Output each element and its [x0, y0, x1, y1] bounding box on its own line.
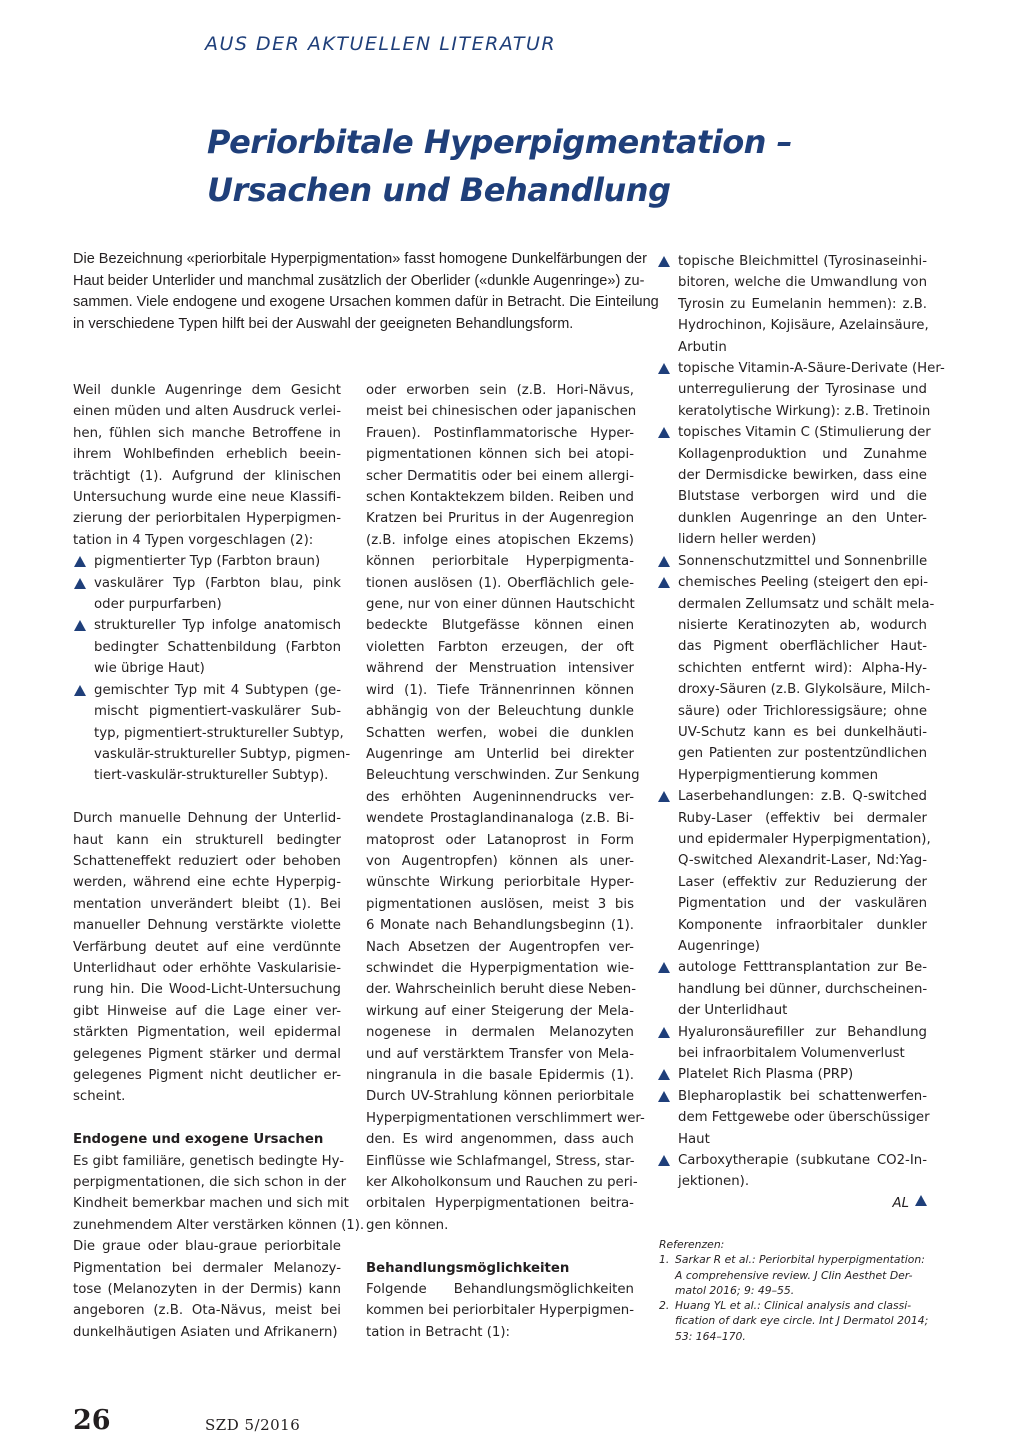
- treatment-list-item-text: Hydrochinon, Kojisäure, Azelainsäure,: [678, 318, 929, 334]
- treatment-list-item: [657, 957, 927, 978]
- type-list-item-text: oder purpurfarben): [94, 597, 222, 613]
- body-line: haut kann ein strukturell bedingter: [73, 832, 341, 848]
- type-list-item: [73, 680, 341, 701]
- body-line: perpigmentationen, die sich schon in der: [73, 1175, 347, 1190]
- paragraph-gap: [366, 1236, 634, 1257]
- type-list-item-text: vaskulärer Typ (Farbton blau, pink: [94, 575, 341, 591]
- body-line: pigmentationen können sich bei atopi-: [366, 447, 634, 463]
- body-line: gibt Hinweise auf die Lage einer ver-: [73, 1003, 341, 1019]
- treatment-list-item-text: dunklen Augenringe an den Unter-: [678, 510, 927, 526]
- type-list-item-text: wie übrige Haut): [94, 661, 205, 677]
- treatment-list-item-text: Q-switched Alexandrit-Laser, Nd:Yag-: [678, 853, 927, 869]
- body-line: wird (1). Tiefe Trännenrinnen können: [366, 682, 634, 698]
- body-line: matoprost oder Latanoprost in Form: [366, 832, 634, 848]
- type-list-item: [73, 551, 341, 572]
- body-line: während der Menstruation intensiver: [366, 661, 634, 677]
- treatment-list-item-text: gen Patienten zur postentzündlichen: [678, 746, 927, 762]
- body-line: den. Es wird angenommen, dass auch: [366, 1132, 634, 1148]
- treatment-list-item-text: keratolytische Wirkung): z.B. Tretinoin: [678, 403, 931, 419]
- body-line: rung hin. Die Wood-Licht-Untersuchung: [73, 982, 341, 998]
- body-line: zunehmendem Alter verstärken können (1).: [73, 1217, 365, 1233]
- type-list-item-text: bedingter Schattenbildung (Farbton: [94, 639, 341, 655]
- triangle-bullet-icon: [74, 685, 86, 696]
- body-line: hen, fühlen sich manche Betroffene in: [73, 425, 341, 441]
- body-line: nogenese in dermalen Melanozyten: [366, 1025, 634, 1041]
- triangle-bullet-icon: [658, 256, 670, 267]
- title-line-1: Periorbitale Hyperpigmentation –: [207, 123, 793, 161]
- triangle-bullet-icon: [658, 962, 670, 973]
- triangle-bullet-icon: [74, 578, 86, 589]
- body-line: Folgende Behandlungsmöglichkeiten: [366, 1282, 634, 1298]
- body-line: kommen bei periorbitaler Hyperpigmen-: [366, 1303, 634, 1319]
- treatment-list-item-text: Ruby-Laser (effektiv bei dermaler: [678, 810, 927, 826]
- treatment-list-item: [657, 786, 927, 807]
- triangle-bullet-icon: [658, 1027, 670, 1038]
- body-line: ihrem Wohlbefinden erheblich beein-: [73, 447, 341, 463]
- body-line: tation in 4 Typen vorgeschlagen (2):: [73, 532, 314, 548]
- type-list-item-text: tiert-vaskulär-struktureller Subtyp).: [94, 768, 329, 784]
- treatment-list-item-text: Arbutin: [678, 339, 727, 355]
- body-line: 6 Monate nach Behandlungsbeginn (1).: [366, 918, 634, 934]
- body-line: Frauen). Postinflammatorische Hyper-: [366, 425, 634, 441]
- body-line: scher Dermatitis oder bei einem allergi-: [366, 468, 634, 484]
- type-list-item-text: typ, pigmentiert-struktureller Subtyp,: [94, 725, 344, 741]
- treatment-list-item-text: nisierte Keratinozyten ab, wodurch: [678, 617, 927, 633]
- body-line: werden, während eine echte Hyperpig-: [73, 875, 341, 891]
- body-line: oder erworben sein (z.B. Hori-Nävus,: [366, 383, 634, 398]
- treatment-list-item-text: Sonnenschutzmittel und Sonnenbrille: [678, 553, 928, 569]
- treatment-list-item-text: handlung bei dünner, durchscheinen-: [678, 981, 928, 997]
- treatment-list-item-text: topisches Vitamin C (Stimulierung der: [678, 425, 931, 441]
- body-line: angeboren (z.B. Ota-Nävus, meist bei: [73, 1303, 341, 1319]
- section-heading: Behandlungsmöglichkeiten: [366, 1260, 570, 1276]
- treatment-list-item-text: Platelet Rich Plasma (PRP): [678, 1067, 854, 1083]
- treatment-list-item: [657, 1150, 927, 1171]
- body-line: Es gibt familiäre, genetisch bedingte Hy-: [73, 1153, 345, 1169]
- treatment-list-item-text: autologe Fetttransplantation zur Be-: [678, 960, 927, 976]
- page-number: 26: [73, 1405, 111, 1436]
- body-line: Einflüsse wie Schlafmangel, Stress, star-: [366, 1153, 635, 1169]
- treatment-list-item: [657, 551, 927, 572]
- column-3: [657, 251, 945, 1214]
- body-line: einen müden und alten Ausdruck verlei-: [73, 404, 341, 420]
- section-label: AUS DER AKTUELLEN LITERATUR: [205, 33, 557, 55]
- journal-issue: SZD 5/2016: [205, 1416, 301, 1434]
- treatment-list-item-text: droxy-Säuren (z.B. Glykolsäure, Milch-: [678, 682, 931, 698]
- body-line: und auf verstärktem Transfer von Mela-: [366, 1046, 634, 1062]
- body-line: Untersuchung wurde eine neue Klassifi-: [73, 490, 341, 506]
- treatment-list-item-text: jektionen).: [678, 1174, 750, 1190]
- column-2: [366, 380, 645, 1343]
- body-line: orbitalen Hyperpigmentationen beitra-: [366, 1196, 634, 1212]
- body-line: Kindheit bemerkbar machen und sich mit: [73, 1196, 349, 1212]
- body-line: meist bei chinesischen oder japanischen: [366, 404, 637, 420]
- treatment-list-item: [657, 422, 931, 443]
- body-line: Unterlidhaut oder erhöhte Vaskularisie-: [73, 960, 341, 976]
- treatment-list-item-text: chemisches Peeling (steigert den epi-: [678, 575, 929, 591]
- author-initials: AL: [892, 1195, 909, 1211]
- triangle-bullet-icon: [658, 1155, 670, 1166]
- body-line: Durch UV-Strahlung können periorbitale: [366, 1089, 634, 1105]
- treatment-list-item-text: das Pigment oberflächlicher Haut-: [678, 639, 927, 655]
- reference-line: Huang YL et al.: Clinical analysis and classi-: [675, 1299, 912, 1313]
- treatment-list-item-text: Hyaluronsäurefiller zur Behandlung: [678, 1024, 927, 1040]
- treatment-list-item-text: der Dermisdicke bewirken, dass eine: [678, 468, 927, 484]
- body-line: wirkung auf einer Steigerung der Mela-: [366, 1003, 634, 1019]
- treatment-list-item-text: Laser (effektiv zur Reduzierung der: [678, 874, 927, 890]
- lead-paragraph: [73, 249, 659, 335]
- lead-line: sammen. Viele endogene und exogene Ursachen kommen dafür in Betracht. Die Einteilung: [73, 294, 659, 310]
- body-line: Kratzen bei Pruritus in der Augenregion: [366, 511, 634, 527]
- triangle-bullet-icon: [74, 556, 86, 567]
- treatment-list-item-text: topische Bleichmittel (Tyrosinaseinhi-: [678, 254, 927, 269]
- body-line: dunkelhäutigen Asiaten und Afrikanern): [73, 1324, 338, 1340]
- type-list-item-text: gemischter Typ mit 4 Subtypen (ge-: [94, 682, 341, 698]
- treatment-list-item: [657, 358, 945, 379]
- triangle-bullet-icon: [658, 427, 670, 438]
- body-line: wünschte Wirkung periorbitale Hyper-: [366, 875, 634, 891]
- body-line: gelegenes Pigment stärker und dermal: [73, 1046, 341, 1062]
- lead-line: Haut beider Unterlider und manchmal zusätzlich der Oberlider («dunkle Augenringe») zu-: [73, 272, 645, 289]
- body-line: pigmentationen auslösen, meist 3 bis: [366, 896, 634, 912]
- reference-line: matol 2016; 9: 49–55.: [675, 1283, 795, 1297]
- section-heading: Endogene und exogene Ursachen: [73, 1132, 324, 1148]
- body-line: tionen auslösen (1). Oberflächlich gele-: [366, 575, 634, 591]
- body-line: zierung der periorbitalen Hyperpigmen-: [73, 511, 341, 527]
- reference-line: fication of dark eye circle. Int J Dermatol 2014;: [675, 1314, 929, 1328]
- reference-line: Sarkar R et al.: Periorbital hyperpigmentation:: [675, 1253, 925, 1267]
- treatment-list-item-text: Hyperpigmentierung kommen: [678, 767, 879, 783]
- triangle-bullet-icon: [658, 1069, 670, 1080]
- body-line: (z.B. infolge eines atopischen Ekzems): [366, 532, 634, 548]
- body-line: Pigmentation bei dermaler Melanozy-: [73, 1260, 341, 1276]
- treatment-list-item: [657, 1086, 927, 1107]
- body-line: Verfärbung deutet auf eine verdünnte: [73, 939, 341, 955]
- triangle-bullet-icon: [658, 363, 670, 374]
- type-list-item-text: struktureller Typ infolge anatomisch: [94, 618, 341, 634]
- treatment-list-item: [657, 251, 927, 272]
- body-line: bedeckte Blutgefässe können einen: [366, 618, 634, 634]
- body-line: stärkten Pigmentation, weil epidermal: [73, 1025, 341, 1041]
- body-line: wendete Prostaglandinanaloga (z.B. Bi-: [366, 811, 634, 827]
- reference-number: 1.: [659, 1253, 670, 1267]
- body-line: tation in Betracht (1):: [366, 1324, 511, 1340]
- treatment-list-item: [657, 572, 927, 593]
- triangle-bullet-icon: [74, 620, 86, 631]
- body-line: manueller Dehnung verstärkte violette: [73, 918, 341, 934]
- lead-line: Die Bezeichnung «periorbitale Hyperpigmentation» fasst homogene Dunkelfärbungen der: [73, 251, 647, 267]
- treatment-list-item-text: dermalen Zellumsatz und schält mela-: [678, 596, 935, 612]
- body-line: der. Wahrscheinlich beruht diese Neben-: [366, 982, 636, 998]
- body-line: Die graue oder blau-graue periorbitale: [73, 1239, 341, 1255]
- reference-line: 53: 164–170.: [675, 1329, 746, 1343]
- treatment-list-item-text: Laserbehandlungen: z.B. Q-switched: [678, 789, 927, 805]
- treatment-list-item-text: Pigmentation und der vaskulären: [678, 896, 927, 912]
- treatment-list-item-text: schichten entfernt wird): Alpha-Hy-: [678, 660, 927, 676]
- body-line: trächtigt (1). Aufgrund der klinischen: [73, 468, 341, 484]
- author-signature: [657, 1193, 927, 1214]
- column-1: [73, 380, 365, 1343]
- references-label: Referenzen:: [659, 1238, 725, 1251]
- body-line: Schatteneffekt reduziert oder behoben: [73, 853, 341, 869]
- treatment-list-item-text: Blepharoplastik bei schattenwerfen-: [678, 1088, 927, 1104]
- type-list-item-text: pigmentierter Typ (Farbton braun): [94, 554, 321, 570]
- body-line: mentation unverändert bleibt (1). Bei: [73, 896, 341, 912]
- paragraph-gap: [73, 787, 341, 808]
- body-line: violetten Farbton erzeugen, der oft: [366, 639, 634, 655]
- body-line: gelegenes Pigment nicht deutlicher er-: [73, 1067, 341, 1083]
- triangle-bullet-icon: [658, 1091, 670, 1102]
- body-line: Schatten werfen, wobei die dunklen: [366, 725, 634, 741]
- treatment-list-item-text: Haut: [678, 1131, 710, 1147]
- body-line: Hyperpigmentationen verschlimmert wer-: [366, 1110, 645, 1126]
- treatment-list-item-text: unterregulierung der Tyrosinase und: [678, 382, 927, 398]
- treatment-list-item-text: Komponente infraorbitaler dunkler: [678, 917, 927, 933]
- reference-item: [659, 1252, 927, 1298]
- treatment-list-item-text: Tyrosin zu Eumelanin hemmen): z.B.: [678, 296, 927, 312]
- treatment-list-item-text: säure) oder Trichloressigsäure; ohne: [678, 703, 927, 719]
- body-line: ker Alkoholkonsum und Rauchen zu peri-: [366, 1175, 638, 1191]
- treatment-list-item-text: bitoren, welche die Umwandlung von: [678, 275, 927, 291]
- treatment-list-item: [657, 1064, 927, 1085]
- treatment-list-item-text: bei infraorbitalem Volumenverlust: [678, 1046, 905, 1062]
- reference-line: A comprehensive review. J Clin Aesthet Der-: [675, 1268, 913, 1282]
- article-title: [207, 118, 967, 214]
- body-line: schen Kontaktekzem bilden. Reiben und: [366, 490, 634, 506]
- treatment-list-item-text: UV-Schutz kann es bei dunkelhäuti-: [678, 724, 927, 740]
- triangle-bullet-icon: [658, 577, 670, 588]
- reference-item: [659, 1298, 927, 1344]
- treatment-list-item-text: Kollagenproduktion und Zunahme: [678, 446, 927, 462]
- body-line: abhängig von der Beleuchtung dunkle: [366, 704, 634, 720]
- type-list-item-text: mischt pigmentiert-vaskulärer Sub-: [94, 704, 341, 720]
- references: [659, 1237, 927, 1344]
- lead-line: in verschiedene Typen hilft bei der Auswahl der geeigneten Behandlungsform.: [73, 315, 574, 332]
- title-line-2: Ursachen und Behandlung: [207, 171, 671, 209]
- body-line: Augenringe am Unterlid bei direkter: [366, 746, 634, 762]
- body-line: Nach Absetzen der Augentropfen ver-: [366, 939, 634, 955]
- triangle-bullet-icon: [658, 791, 670, 802]
- paragraph-gap: [73, 1108, 341, 1129]
- treatment-list-item: [657, 1022, 927, 1043]
- treatment-list-item-text: dem Fettgewebe oder überschüssiger: [678, 1110, 930, 1126]
- triangle-bullet-icon: [658, 556, 670, 567]
- reference-number: 2.: [659, 1299, 670, 1313]
- treatment-list-item-text: Augenringe): [678, 939, 760, 954]
- treatment-list-item-text: der Unterlidhaut: [678, 1003, 788, 1019]
- body-line: scheint.: [73, 1089, 126, 1105]
- end-triangle-icon: [915, 1195, 927, 1206]
- treatment-list-item-text: Blutstase verborgen wird und die: [678, 489, 927, 505]
- body-line: gen können.: [366, 1217, 449, 1233]
- treatment-list-item-text: Carboxytherapie (subkutane CO2-In-: [678, 1153, 927, 1169]
- type-list-item: [73, 573, 341, 594]
- treatment-list-item-text: topische Vitamin-A-Säure-Derivate (Her-: [678, 361, 945, 377]
- body-line: Durch manuelle Dehnung der Unterlid-: [73, 811, 341, 827]
- treatment-list-item-text: lidern heller werden): [678, 532, 817, 548]
- body-line: ningranula in die basale Epidermis (1).: [366, 1068, 634, 1083]
- treatment-list-item-text: und epidermaler Hyperpigmentation),: [678, 831, 931, 847]
- body-line: gene, nur von einer dünnen Hautschicht: [366, 597, 635, 613]
- body-line: von Augentropfen) können als uner-: [366, 853, 634, 869]
- body-line: Beleuchtung verschwinden. Zur Senkung: [366, 768, 640, 784]
- type-list-item: [73, 615, 341, 636]
- body-line: Weil dunkle Augenringe dem Gesicht: [73, 383, 341, 398]
- body-line: des erhöhten Augeninnendrucks ver-: [366, 789, 634, 805]
- body-line: tose (Melanozyten in der Dermis) kann: [73, 1282, 341, 1298]
- body-line: können periorbitale Hyperpigmenta-: [366, 554, 634, 570]
- type-list-item-text: vaskulär-struktureller Subtyp, pigmen-: [94, 746, 351, 762]
- body-line: schwindet die Hyperpigmentation wie-: [366, 960, 634, 976]
